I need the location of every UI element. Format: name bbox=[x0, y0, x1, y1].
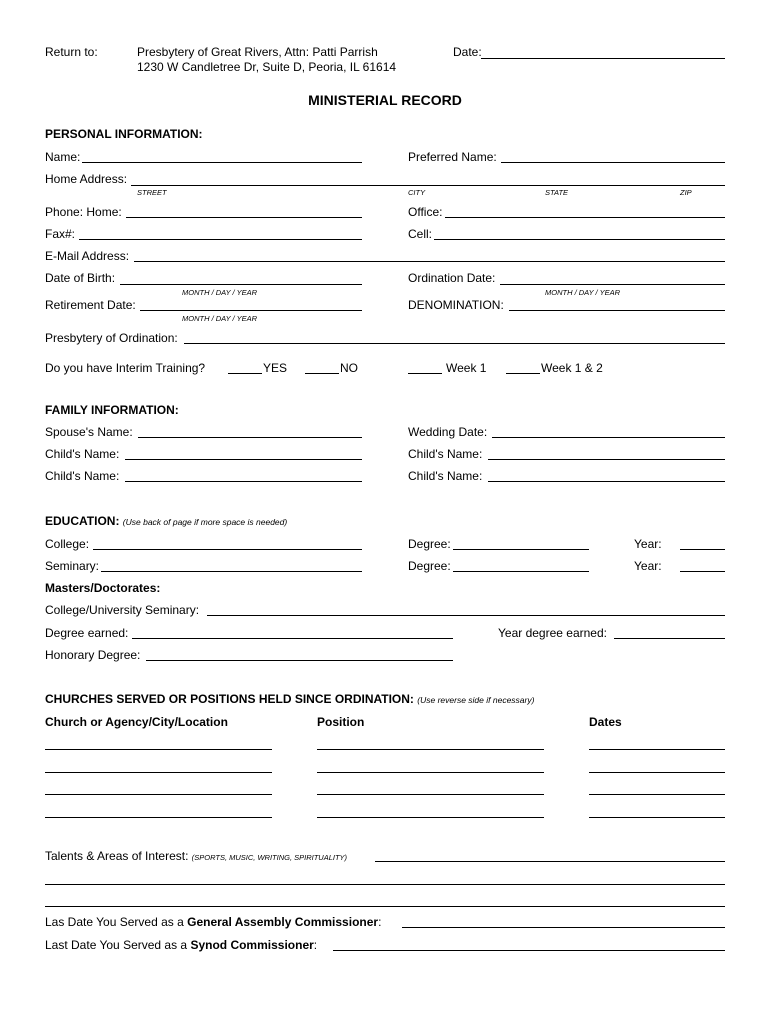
wedding-date-label: Wedding Date: bbox=[408, 425, 488, 439]
education-heading-row bbox=[45, 514, 287, 529]
honorary-degree-label: Honorary Degree: bbox=[45, 648, 141, 662]
child-name-label: Child's Name: bbox=[45, 447, 120, 461]
dob-format-caption: MONTH / DAY / YEAR bbox=[182, 288, 258, 297]
name-field[interactable] bbox=[82, 162, 362, 163]
degree-field[interactable] bbox=[453, 571, 589, 572]
phone-home-label: Phone: Home: bbox=[45, 205, 122, 219]
position-row-field[interactable] bbox=[317, 772, 544, 773]
presbytery-ordination-field[interactable] bbox=[184, 343, 725, 344]
interim-no-blank[interactable] bbox=[305, 373, 339, 374]
synod-commissioner-field[interactable] bbox=[333, 950, 725, 951]
personal-info-heading: PERSONAL INFORMATION: bbox=[45, 127, 203, 141]
interim-training-question: Do you have Interim Training? bbox=[45, 361, 206, 375]
ordination-date-field[interactable] bbox=[500, 284, 725, 285]
page-title: MINISTERIAL RECORD bbox=[308, 92, 462, 108]
year-label: Year: bbox=[634, 559, 662, 573]
zip-caption: ZIP bbox=[680, 188, 692, 197]
year-field[interactable] bbox=[680, 549, 725, 550]
year-field[interactable] bbox=[680, 571, 725, 572]
talents-note: (SPORTS, MUSIC, WRITING, SPIRITUALITY) bbox=[191, 853, 348, 862]
child-name-field[interactable] bbox=[488, 481, 725, 482]
college-label: College: bbox=[45, 537, 90, 551]
dates-row-field[interactable] bbox=[589, 817, 725, 818]
phone-home-field[interactable] bbox=[126, 217, 362, 218]
ga-commissioner-colon: : bbox=[378, 915, 382, 929]
year-degree-earned-label: Year degree earned: bbox=[498, 626, 607, 640]
talents-field-line3[interactable] bbox=[45, 906, 725, 907]
honorary-degree-field[interactable] bbox=[146, 660, 453, 661]
education-heading: EDUCATION: bbox=[45, 514, 120, 528]
ga-commissioner-row bbox=[45, 915, 381, 929]
cell-label: Cell: bbox=[408, 227, 433, 241]
child-name-label: Child's Name: bbox=[45, 469, 120, 483]
education-note: (Use back of page if more space is needed) bbox=[122, 517, 288, 527]
talents-row bbox=[45, 849, 347, 865]
child-name-label: Child's Name: bbox=[408, 447, 483, 461]
email-field[interactable] bbox=[134, 261, 725, 262]
street-caption: STREET bbox=[137, 188, 167, 197]
year-degree-earned-field[interactable] bbox=[614, 638, 725, 639]
denomination-field[interactable] bbox=[509, 310, 725, 311]
interim-yes-label: YES bbox=[263, 361, 288, 375]
office-field[interactable] bbox=[445, 217, 725, 218]
spouse-name-label: Spouse's Name: bbox=[45, 425, 133, 439]
churches-heading: CHURCHES SERVED OR POSITIONS HELD SINCE ORDINATION: bbox=[45, 692, 414, 706]
churches-heading-row bbox=[45, 692, 534, 707]
degree-label: Degree: bbox=[408, 537, 451, 551]
retirement-date-field[interactable] bbox=[140, 310, 362, 311]
preferred-name-field[interactable] bbox=[501, 162, 725, 163]
ordination-date-label: Ordination Date: bbox=[408, 271, 496, 285]
position-column-header: Position bbox=[317, 715, 365, 729]
week12-blank[interactable] bbox=[506, 373, 540, 374]
home-address-field[interactable] bbox=[131, 185, 725, 186]
college-seminary-label: College/University Seminary: bbox=[45, 603, 200, 617]
email-label: E-Mail Address: bbox=[45, 249, 130, 263]
talents-field[interactable] bbox=[375, 861, 725, 862]
denomination-label: DENOMINATION: bbox=[408, 298, 504, 312]
interim-yes-blank[interactable] bbox=[228, 373, 262, 374]
family-info-heading: FAMILY INFORMATION: bbox=[45, 403, 179, 417]
dates-row-field[interactable] bbox=[589, 794, 725, 795]
ga-commissioner-field[interactable] bbox=[402, 927, 725, 928]
synod-commissioner-colon: : bbox=[313, 938, 318, 952]
ordination-format-caption: MONTH / DAY / YEAR bbox=[545, 288, 621, 297]
degree-earned-field[interactable] bbox=[132, 638, 453, 639]
synod-commissioner-bold: Synod Commissioner bbox=[190, 938, 314, 952]
church-row-field[interactable] bbox=[45, 749, 272, 750]
spouse-name-field[interactable] bbox=[138, 437, 362, 438]
ga-commissioner-bold: General Assembly Commissioner bbox=[187, 915, 379, 929]
church-row-field[interactable] bbox=[45, 817, 272, 818]
church-row-field[interactable] bbox=[45, 794, 272, 795]
dates-column-header: Dates bbox=[589, 715, 622, 729]
dob-label: Date of Birth: bbox=[45, 271, 116, 285]
week1-blank[interactable] bbox=[408, 373, 442, 374]
synod-commissioner-row bbox=[45, 938, 317, 952]
return-address-line1: Presbytery of Great Rivers, Attn: Patti Parrish bbox=[137, 45, 378, 59]
state-caption: STATE bbox=[545, 188, 569, 197]
church-column-header: Church or Agency/City/Location bbox=[45, 715, 228, 729]
synod-commissioner-prefix: Last Date You Served as a bbox=[45, 938, 191, 952]
office-label: Office: bbox=[408, 205, 443, 219]
interim-no-label: NO bbox=[340, 361, 358, 375]
seminary-label: Seminary: bbox=[45, 559, 100, 573]
date-label: Date: bbox=[453, 45, 482, 59]
name-label: Name: bbox=[45, 150, 81, 164]
return-address-line2: 1230 W Candletree Dr, Suite D, Peoria, IL 61614 bbox=[137, 60, 397, 74]
degree-earned-label: Degree earned: bbox=[45, 626, 129, 640]
degree-label: Degree: bbox=[408, 559, 451, 573]
return-to-label: Return to: bbox=[45, 45, 98, 59]
position-row-field[interactable] bbox=[317, 794, 544, 795]
retirement-format-caption: MONTH / DAY / YEAR bbox=[182, 314, 258, 323]
child-name-label: Child's Name: bbox=[408, 469, 483, 483]
week1-label: Week 1 bbox=[446, 361, 487, 375]
home-address-label: Home Address: bbox=[45, 172, 128, 186]
year-label: Year: bbox=[634, 537, 662, 551]
seminary-field[interactable] bbox=[101, 571, 362, 572]
college-seminary-field[interactable] bbox=[207, 615, 725, 616]
degree-field[interactable] bbox=[453, 549, 589, 550]
ga-commissioner-prefix: Las Date You Served as a bbox=[45, 915, 188, 929]
churches-note: (Use reverse side if necessary) bbox=[417, 695, 535, 705]
cell-field[interactable] bbox=[434, 239, 725, 240]
dates-row-field[interactable] bbox=[589, 772, 725, 773]
date-field[interactable] bbox=[481, 58, 725, 59]
fax-label: Fax#: bbox=[45, 227, 76, 241]
talents-field-line2[interactable] bbox=[45, 884, 725, 885]
child-name-field[interactable] bbox=[488, 459, 725, 460]
dob-field[interactable] bbox=[120, 284, 362, 285]
retirement-date-label: Retirement Date: bbox=[45, 298, 136, 312]
masters-doctorates-heading: Masters/Doctorates: bbox=[45, 581, 161, 595]
week12-label: Week 1 & 2 bbox=[541, 361, 603, 375]
church-row-field[interactable] bbox=[45, 772, 272, 773]
college-field[interactable] bbox=[93, 549, 362, 550]
talents-label: Talents & Areas of Interest: bbox=[45, 849, 189, 863]
fax-field[interactable] bbox=[79, 239, 362, 240]
city-caption: CITY bbox=[408, 188, 426, 197]
child-name-field[interactable] bbox=[125, 481, 362, 482]
preferred-name-label: Preferred Name: bbox=[408, 150, 497, 164]
position-row-field[interactable] bbox=[317, 817, 544, 818]
presbytery-ordination-label: Presbytery of Ordination: bbox=[45, 331, 178, 345]
wedding-date-field[interactable] bbox=[492, 437, 725, 438]
dates-row-field[interactable] bbox=[589, 749, 725, 750]
child-name-field[interactable] bbox=[125, 459, 362, 460]
position-row-field[interactable] bbox=[317, 749, 544, 750]
